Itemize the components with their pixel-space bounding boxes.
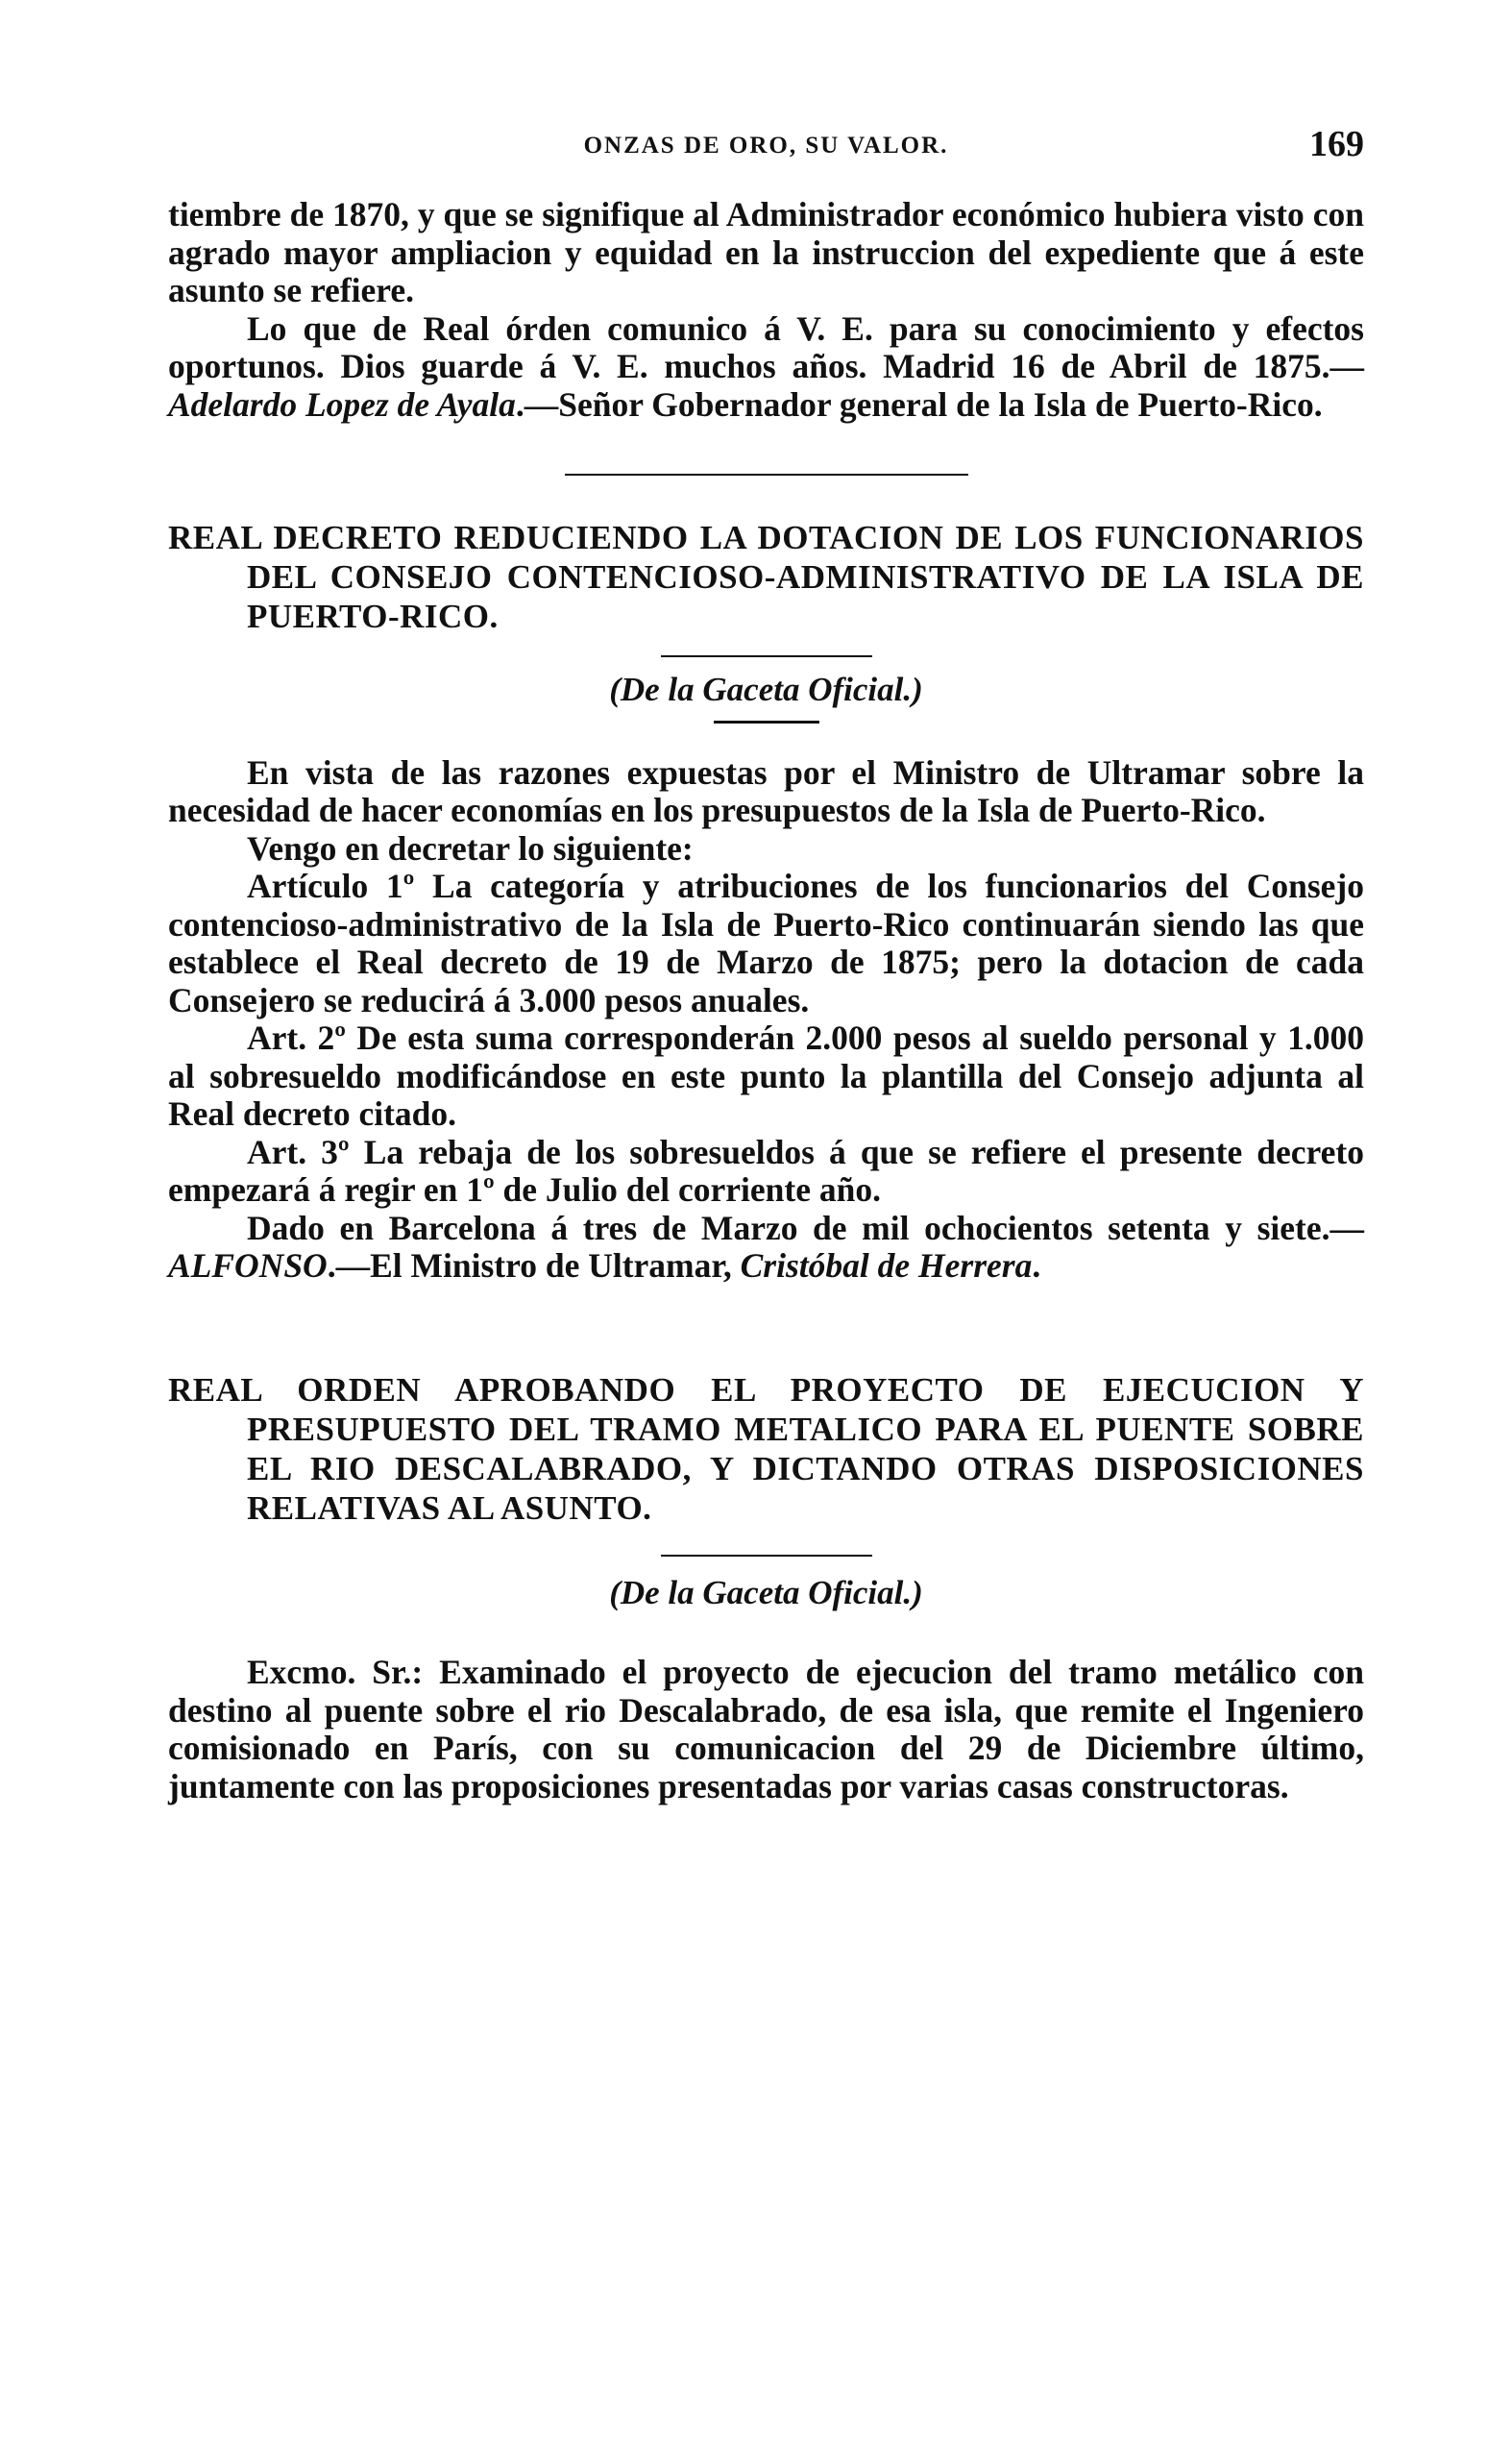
source-open: ( <box>609 671 621 708</box>
source-close-2: ) <box>912 1573 923 1611</box>
source-close: ) <box>912 671 923 708</box>
decree-heading: REAL DECRETO REDUCIENDO LA DOTACION DE LOS FUNCIONARIOS DEL CONSEJO CONTENCIOSO-ADMINISTRATIVO DE LA ISLA DE PUERTO-RICO. <box>168 519 1364 635</box>
book-page <box>168 115 1364 1805</box>
closing-end: . <box>1032 1246 1041 1285</box>
paragraph-closing <box>168 1210 1364 1286</box>
running-head <box>168 115 1364 173</box>
king-name: ALFONSO <box>168 1246 328 1285</box>
article-1: Artículo 1º La categoría y atribuciones de los funcionarios del Consejo contencioso-administrativo de la Isla de Puerto-Rico continuarán siendo las que establece el Real decreto de 19 de Marzo de 1875; pero la dotacion de cada Consejero se reducirá á 3.000 pesos anuales. <box>168 867 1364 1019</box>
paragraph-preamble: En vista de las razones expuestas por el Ministro de Ultramar sobre la necesidad de hacer economías en los presupuestos de la Isla de Puerto-Rico. <box>168 752 1364 829</box>
source-text-2: De la Gaceta Oficial. <box>620 1573 913 1611</box>
article-3: Art. 3º La rebaja de los sobresueldos á que se refiere el presente decreto empezará á regir en 1º de Julio del corriente año. <box>168 1132 1364 1209</box>
communication-text: Lo que de Real órden comunico á V. E. para su conocimiento y efectos oportunos. Dios guarde á V. E. muchos años. Madrid 16 de Abril de 1875.— <box>168 308 1364 385</box>
source-open-2: ( <box>609 1573 621 1611</box>
closing-text: Dado en Barcelona á tres de Marzo de mil ochocientos setenta y siete.— <box>247 1208 1364 1247</box>
running-title: ONZAS DE ORO, SU VALOR. <box>583 133 949 159</box>
source-note <box>168 671 1364 709</box>
order-heading: REAL ORDEN APROBANDO EL PROYECTO DE EJECUCION Y PRESUPUESTO DEL TRAMO METALICO PARA EL PUENTE SOBRE EL RIO DESCALABRADO, Y DICTANDO OTRAS DISPOSICIONES RELATIVAS AL ASUNTO. <box>168 1370 1364 1527</box>
article-2: Art. 2º De esta suma corresponderán 2.000 pesos al sueldo personal y 1.000 al sobresueldo modificándose en este punto la plantilla del Consejo adjunta al Real decreto citado. <box>168 1019 1364 1133</box>
source-note-2 <box>168 1574 1364 1612</box>
signer-name: Adelardo Lopez de Ayala <box>168 384 516 424</box>
heading-divider <box>661 655 872 657</box>
paragraph-continuation: tiembre de 1870, y que se signifique al Administrador económico hubiera visto con agrado mayor ampliacion y equidad en la instruccion del expediente que á este asunto se refiere. <box>168 195 1364 309</box>
page-number: 169 <box>1309 124 1364 164</box>
heading-divider-2 <box>661 1555 872 1557</box>
closing-mid: .—El Ministro de Ultramar, <box>327 1246 741 1285</box>
source-divider <box>714 721 819 724</box>
paragraph-decree-formula: Vengo en decretar lo siguiente: <box>247 828 694 868</box>
paragraph-excmo: Excmo. Sr.: Examinado el proyecto de ejecucion del tramo metálico con destino al puente sobre el rio Descalabrado, de esa isla, que remite el Ingeniero comisionado en París, con su comunicacion del 29 de Diciembre último, juntamente con las proposiciones presentadas por varias casas constructoras. <box>168 1653 1364 1805</box>
section-divider <box>565 474 968 476</box>
communication-tail: .—Señor Gobernador general de la Isla de Puerto-Rico. <box>515 384 1323 424</box>
minister-name: Cristóbal de Herrera <box>740 1246 1033 1285</box>
source-text: De la Gaceta Oficial. <box>620 671 913 708</box>
paragraph-communication <box>168 310 1364 425</box>
